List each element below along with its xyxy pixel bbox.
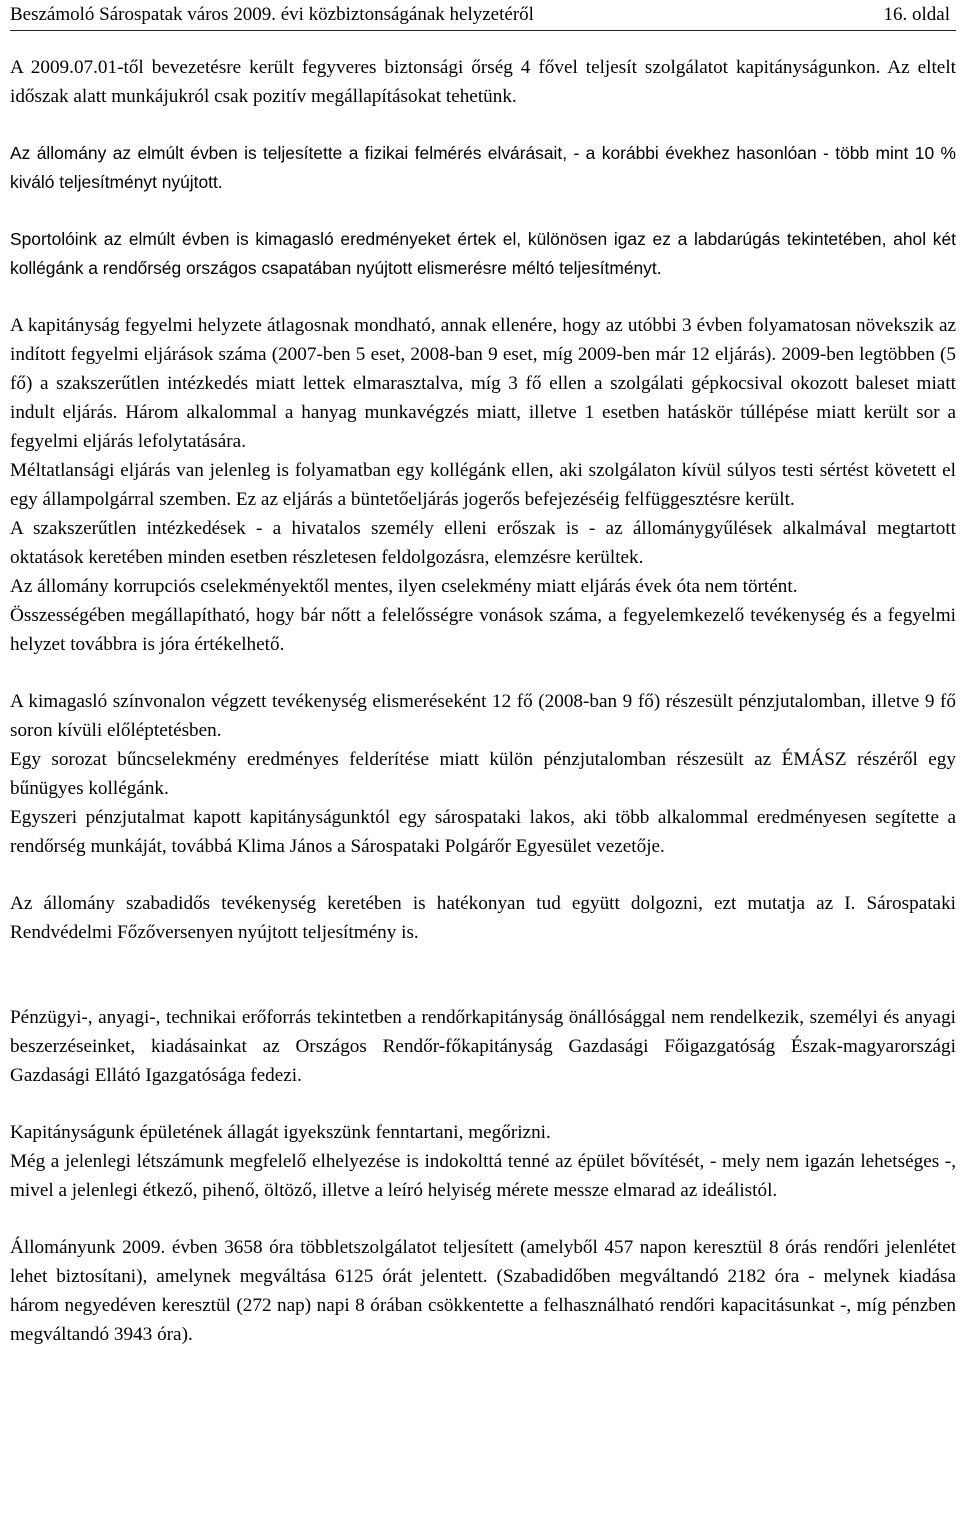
paragraph-emasz-reward: Egy sorozat bűncselekmény eredményes felderítése miatt külön pénzjutalomban részesült az ÉMÁSZ részéről egy bűnügyes kollégánk. (10, 749, 956, 799)
paragraph-building: Kapitányságunk épületének állagát igyekszünk fenntartani, megőrizni. (10, 1122, 551, 1143)
paragraph-corruption: Az állomány korrupciós cselekményektől mentes, ilyen cselekmény miatt eljárás évek óta nem történt. (10, 576, 798, 597)
paragraph-building-expansion: Még a jelenlegi létszámunk megfelelő elhelyezése is indokolttá tenné az épület bővítését, - mely nem igazán lehetséges -, mivel a jelenlegi étkező, pihenő, öltöző, illetve a leíró helyiség mérete messze elmarad az ideálistól. (10, 1151, 956, 1201)
paragraph-finances: Pénzügyi-, anyagi-, technikai erőforrás tekintetben a rendőrkapitányság önállósággal nem rendelkezik, személyi és anyagi beszerzéseinket, kiadásainkat az Országos Rendőr-főkapitányság Gazdasági Főigazgatóság Észak-magyarországi Gazdasági Ellátó Igazgatósága fedezi. (10, 1007, 956, 1086)
paragraph-sports: Sportolóink az elmúlt évben is kimagasló eredményeket értek el, különösen igaz ez a labdarúgás tekintetében, ahol két kollégánk a rendőrség országos csapatában nyújtott elismerésre méltó teljesítményt. (10, 229, 956, 278)
paragraph-security-guard: A 2009.07.01-től bevezetésre került fegyveres biztonsági őrség 4 fővel teljesít szolgálatot kapitányságunkon. Az eltelt időszak alatt munkájukról csak pozitív megállapításokat tehetünk. (10, 57, 956, 107)
paragraph-discipline: A kapitányság fegyelmi helyzete átlagosnak mondható, annak ellenére, hogy az utóbbi 3 évben folyamatosan növekszik az indított fegyelmi eljárások száma (2007-ben 5 eset, 2008-ban 9 eset, míg 2009-ben már 12 eljárás). 2009-ben legtöbben (5 fő) a szakszerűtlen intézkedés miatt lettek elmarasztalva, míg 3 fő ellen a szolgálati gépkocsival okozott baleset miatt indult eljárás. Három alkalommal a hanyag munkavégzés miatt, illetve 1 esetben hatáskör túllépése miatt került sor a fegyelmi eljárás lefolytatására. (10, 315, 956, 452)
paragraph-leisure: Az állomány szabadidős tevékenység keretében is hatékonyan tud együtt dolgozni, ezt mutatja az I. Sárospataki Rendvédelmi Főzőversenyen nyújtott teljesítmény is. (10, 893, 956, 943)
paragraph-improper-measures: A szakszerűtlen intézkedések - a hivatalos személy elleni erőszak is - az állománygyűlések alkalmával megtartott oktatások keretében minden esetben részletesen feldolgozásra, elemzésre kerültek. (10, 518, 956, 568)
paragraph-rewards: A kimagasló színvonalon végzett tevékenység elismeréseként 12 fő (2008-ban 9 fő) részesült pénzjutalomban, illetve 9 fő soron kívüli előléptetésben. (10, 691, 956, 741)
page-header (10, 0, 956, 31)
document-body (10, 31, 956, 1349)
paragraph-fitness: Az állomány az elmúlt évben is teljesítette a fizikai felmérés elvárásait, - a korábbi évekhez hasonlóan - több mint 10 % kiváló teljesítményt nyújtott. (10, 143, 956, 192)
paragraph-one-time-reward: Egyszeri pénzjutalmat kapott kapitányságunktól egy sárospataki lakos, aki több alkalommal eredményesen segítette a rendőrség munkáját, továbbá Klima János a Sárospataki Polgárőr Egyesület vezetője. (10, 807, 956, 857)
header-title: Beszámoló Sárospatak város 2009. évi közbiztonságának helyzetéről (10, 4, 534, 25)
paragraph-unworthiness-procedure: Méltatlansági eljárás van jelenleg is folyamatban egy kollégánk ellen, aki szolgálaton kívül súlyos testi sértést követett el egy állampolgárral szemben. Ez az eljárás a büntetőeljárás jogerős befejezéséig felfüggesztésre került. (10, 460, 956, 510)
paragraph-overtime: Állományunk 2009. évben 3658 óra többletszolgálatot teljesített (amelyből 457 napon keresztül 8 órás rendőri jelenlétet lehet biztosítani), amelynek megváltása 6125 órát jelentett. (Szabadidőben megváltandó 2182 óra - melynek kiadása három negyedéven keresztül (272 nap) napi 8 órában csökkentette a felhasználható rendőri kapacitásunkat -, míg pénzben megváltandó 3943 óra). (10, 1237, 956, 1345)
paragraph-summary: Összességében megállapítható, hogy bár nőtt a felelősségre vonások száma, a fegyelemkezelő tevékenység és a fegyelmi helyzet továbbra is jóra értékelhető. (10, 605, 956, 655)
page-number: 16. oldal (883, 4, 950, 25)
